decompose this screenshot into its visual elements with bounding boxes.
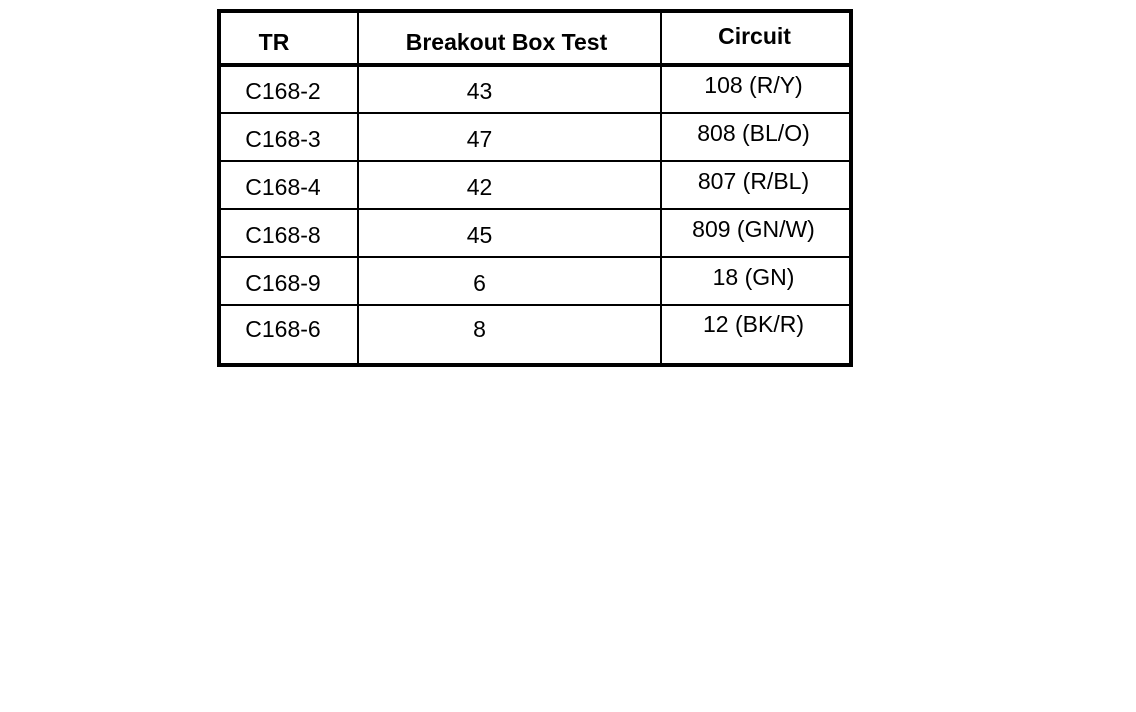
tr-value: C168-9 [245,269,321,296]
test-cell [358,65,661,113]
circuit-value: 809 (GN/W) [692,215,815,242]
test-value: 47 [466,125,493,152]
circuit-cell [661,65,853,113]
test-value: 45 [466,221,493,248]
header-breakout-box-test-label: Breakout Box Test [405,28,608,55]
header-tr [221,13,358,65]
circuit-test-table-container [217,9,853,367]
tr-value: C168-8 [245,221,321,248]
circuit-test-table [221,13,853,363]
table-row [221,65,853,113]
table-row [221,305,853,363]
test-cell [358,209,661,257]
tr-value: C168-4 [245,173,321,200]
test-value: 43 [466,78,493,104]
table-row [221,209,853,257]
tr-cell [221,113,358,161]
tr-value: C168-2 [245,78,321,104]
test-cell [358,161,661,209]
test-cell [358,305,661,363]
table-header-row [221,13,853,65]
circuit-cell [661,113,853,161]
circuit-value: 807 (R/BL) [697,167,810,194]
tr-cell [221,161,358,209]
circuit-cell [661,305,853,363]
tr-cell [221,305,358,363]
test-value: 42 [466,173,493,200]
tr-value: C168-3 [245,125,321,152]
tr-cell [221,257,358,305]
tr-cell [221,65,358,113]
circuit-cell [661,257,853,305]
circuit-value: 12 (BK/R) [703,311,804,337]
circuit-value: 108 (R/Y) [704,72,803,98]
circuit-value: 808 (BL/O) [697,119,810,146]
circuit-cell [661,161,853,209]
header-circuit-label: Circuit [718,22,791,49]
test-cell [358,113,661,161]
circuit-cell [661,209,853,257]
test-value: 8 [473,316,486,342]
table-row [221,257,853,305]
tr-value: C168-6 [245,316,321,342]
header-circuit [661,13,853,65]
header-breakout-box-test [358,13,661,65]
circuit-value: 18 (GN) [712,263,795,290]
table-row [221,113,853,161]
test-cell [358,257,661,305]
header-tr-label: TR [258,28,290,55]
tr-cell [221,209,358,257]
test-value: 6 [473,269,486,296]
table-row [221,161,853,209]
